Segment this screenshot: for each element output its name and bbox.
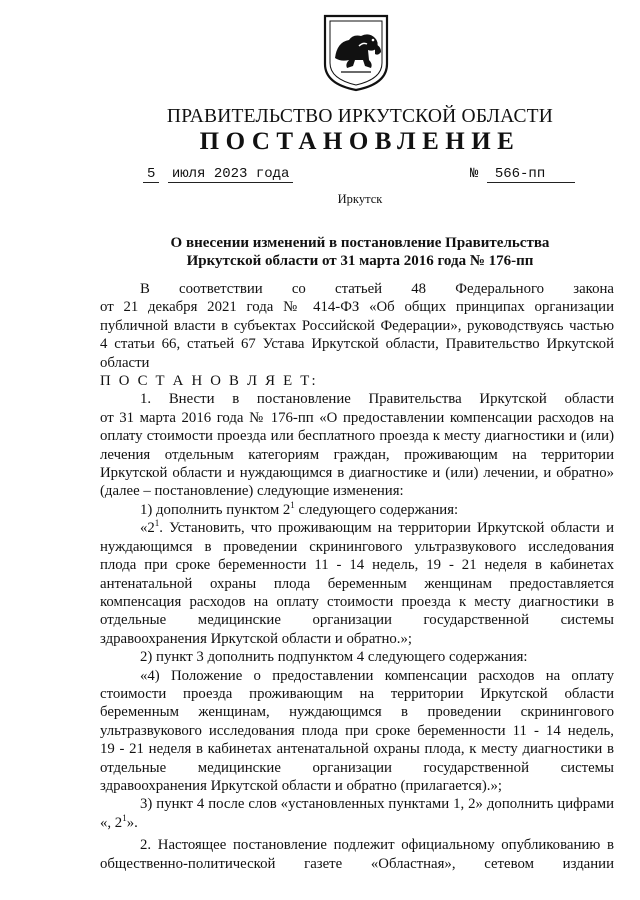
body-line: ультразвукового исследования плода при сроке беременности 11 - 14 недель, — [100, 722, 614, 739]
body-line: отдельные медицинские организации государственной системы — [100, 759, 614, 776]
document-city: Иркутск — [337, 192, 383, 206]
body-line: лечения отдельным категориям граждан, проживающим на территории — [100, 446, 614, 463]
date-day: 5 — [143, 166, 159, 183]
superscript: 1 — [290, 499, 295, 510]
subitem-text: следующего содержания: — [294, 501, 459, 518]
subitem-text: «, 2 — [100, 814, 123, 831]
body-line: публичной власти в субъектах Российской Федерации», руководствуясь частью — [100, 317, 614, 334]
body-line: (далее – постановление) следующие изменения: — [100, 483, 404, 500]
body-line: отдельные медицинские организации государственной системы — [100, 612, 614, 629]
body-line: общественно-политической газете «Областная», сетевом издании — [100, 855, 614, 872]
body-line: антенатальной охраны плода беременным женщинам предоставляется — [100, 575, 614, 592]
document-date — [143, 166, 293, 183]
body-line: компенсация расходов на оплату стоимости проезда к месту диагностики в — [100, 593, 614, 610]
body-line: плода при сроке беременности 11 - 14 недель, 19 - 21 неделя в кабинетах — [100, 557, 614, 574]
body-line: беременным женщинам, нуждающимся в проведении скринингового — [100, 704, 614, 721]
subitem-3: 3) пункт 4 после слов «установленных пунктами 1, 2» дополнить цифрами — [140, 796, 614, 813]
superscript: 1 — [122, 812, 127, 823]
title-line: О внесении изменений в постановление Правительства — [170, 235, 550, 251]
body-line: стоимости проезда проживающим на территории Иркутской области — [100, 685, 614, 702]
body-line: оплату стоимости проезда или бесплатного проезда к месту диагностики и (или) — [100, 428, 614, 445]
subitem-text: 1) дополнить пунктом 2 — [140, 501, 291, 518]
quote-text: «2 — [140, 520, 155, 537]
subitem-text: ». — [126, 814, 138, 831]
quote-text: . Установить, что проживающим на территории Иркутской области и — [159, 520, 614, 537]
government-name: ПРАВИТЕЛЬСТВО ИРКУТСКОЙ ОБЛАСТИ — [166, 106, 554, 127]
subitem-2: 2) пункт 3 дополнить подпунктом 4 следующего содержания: — [140, 649, 528, 666]
body-line: 2. Настоящее постановление подлежит официальному опубликованию в — [140, 837, 614, 854]
document-number — [470, 166, 575, 183]
body-line: здравоохранения Иркутской области и обратно.»; — [100, 630, 412, 647]
body-line: 19 - 21 неделя в кабинетах антенатальной охраны плода, к месту диагностики в — [100, 741, 614, 758]
paragraph-2-1-start — [100, 519, 614, 537]
body-line: области — [100, 354, 150, 371]
body-line: нуждающимся в проведении скринингового ультразвукового исследования — [100, 538, 614, 555]
subitem-3-end — [100, 814, 614, 832]
document-type: ПОСТАНОВЛЕНИЕ — [199, 128, 521, 155]
subitem-1 — [100, 501, 614, 519]
superscript: 1 — [154, 518, 160, 529]
date-month-year: июля 2023 года — [168, 166, 294, 183]
body-line: В соответствии со статьей 48 Федерального закона — [140, 281, 614, 297]
body-line: от 31 марта 2016 года № 176-пп «О предоставлении компенсации расходов на — [100, 409, 614, 426]
body-line: Иркутской области и нуждающимся в диагностике и (или) лечении, и обратно» — [100, 465, 614, 482]
title-line: Иркутской области от 31 марта 2016 года № 176-пп — [186, 253, 534, 269]
number-sign: № — [470, 166, 479, 182]
body-line: 1. Внести в постановление Правительства Иркутской области — [140, 391, 614, 408]
body-line: здравоохранения Иркутской области и обратно (прилагается).»; — [100, 777, 502, 794]
number-value: 566-пп — [487, 166, 575, 183]
body-line: от 21 декабря 2021 года № 414-ФЗ «Об общих принципах организации — [100, 299, 614, 316]
body-line: «4) Положение о предоставлении компенсации расходов на оплату — [140, 667, 614, 684]
body-line: 4 статьи 66, статьей 67 Устава Иркутской области, Правительство Иркутской — [100, 336, 614, 353]
document-title — [100, 234, 620, 270]
document-body — [100, 280, 614, 873]
decree-word: П О С Т А Н О В Л Я Е Т: — [100, 373, 318, 390]
irkutsk-coat-of-arms-icon — [321, 14, 391, 92]
